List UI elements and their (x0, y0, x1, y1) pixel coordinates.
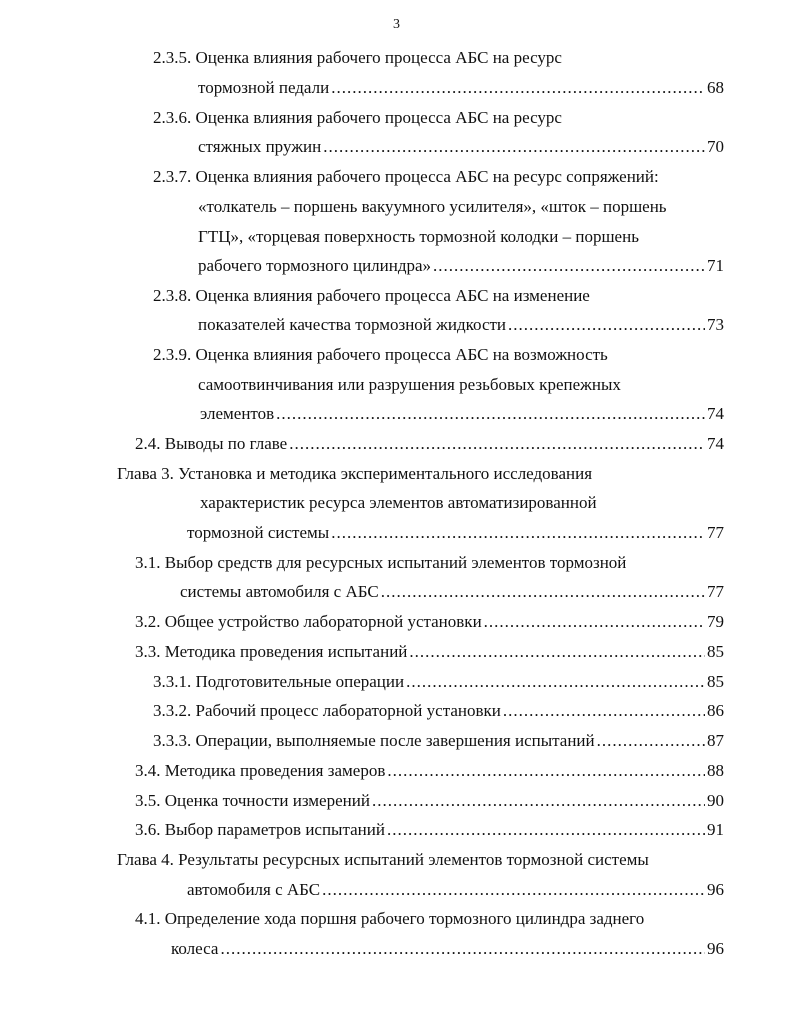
leader-dots (331, 521, 705, 545)
toc-entry-title (153, 284, 763, 308)
toc-chapter-title (117, 462, 763, 486)
toc-page-number: 91 (707, 820, 724, 839)
leader-dots (406, 670, 705, 694)
toc-entry-leader (135, 789, 724, 813)
leader-dots (220, 937, 705, 961)
toc-entry-text: тормозной системы (187, 523, 330, 542)
leader-dots (372, 789, 705, 813)
toc-entry-leader (187, 878, 724, 902)
toc-entry-continuation (198, 225, 763, 249)
toc-entry-title (135, 907, 773, 931)
leader-dots (597, 729, 705, 753)
toc-page-number: 77 (707, 523, 724, 542)
toc-entry-leader (135, 640, 724, 664)
toc-page-number: 70 (707, 137, 724, 156)
toc-page-number: 74 (707, 434, 724, 453)
leader-dots (508, 313, 705, 337)
toc-page-number: 96 (707, 880, 724, 899)
toc-entry-title (135, 551, 763, 575)
toc-entry-leader (180, 580, 724, 604)
toc-entry-text: 2.3.7. Оценка влияния рабочего процесса АБС на ресурс сопряжений: (153, 167, 659, 186)
toc-entry-text: 4.1. Определение хода поршня рабочего тормозного цилиндра заднего (135, 909, 645, 928)
toc-entry-leader (153, 699, 724, 723)
toc-page-number: 73 (707, 315, 724, 334)
toc-entry-text: 3.3.1. Подготовительные операции (153, 672, 405, 691)
toc-entry-text: 3.1. Выбор средств для ресурсных испытаний элементов тормозной (135, 553, 627, 572)
toc-entry-text: 2.3.9. Оценка влияния рабочего процесса АБС на возможность (153, 345, 608, 364)
toc-entry-text: показателей качества тормозной жидкости (198, 315, 507, 334)
leader-dots (484, 610, 705, 634)
toc-entry-text: характеристик ресурса элементов автоматизированной (200, 493, 597, 512)
toc-entry-leader (135, 432, 724, 456)
leader-dots (276, 402, 705, 426)
toc-entry-title (153, 106, 763, 130)
toc-entry-leader (198, 76, 724, 100)
toc-entry-text: 2.3.6. Оценка влияния рабочего процесса АБС на ресурс (153, 108, 562, 127)
leader-dots (387, 818, 705, 842)
toc-entry-title (153, 46, 763, 70)
leader-dots (322, 878, 705, 902)
toc-entry-text: колеса (171, 939, 219, 958)
toc-entry-text: 2.4. Выводы по главе (135, 434, 288, 453)
toc-entry-leader (135, 759, 724, 783)
toc-entry-text: «толкатель – поршень вакуумного усилителя», «шток – поршень (198, 197, 667, 216)
toc-entry-text: 2.3.5. Оценка влияния рабочего процесса АБС на ресурс (153, 48, 562, 67)
toc-entry-text: 3.3.3. Операции, выполняемые после завершения испытаний (153, 731, 595, 750)
toc-entry-text: самоотвинчивания или разрушения резьбовых крепежных (198, 375, 621, 394)
toc-entry-text: рабочего тормозного цилиндра» (198, 256, 432, 275)
leader-dots (289, 432, 705, 456)
toc-entry-leader (198, 135, 724, 159)
toc-entry-text: Глава 4. Результаты ресурсных испытаний элементов тормозной системы (117, 850, 649, 869)
toc-page-number: 88 (707, 761, 724, 780)
toc-page-number: 74 (707, 404, 724, 423)
toc-entry-leader (198, 313, 724, 337)
toc-entry-continuation (200, 491, 763, 515)
toc-entry-text: 2.3.8. Оценка влияния рабочего процесса АБС на изменение (153, 286, 590, 305)
toc-entry-leader (153, 670, 724, 694)
toc-entry-continuation (198, 373, 763, 397)
toc-chapter-title (117, 848, 773, 872)
page-number: 3 (393, 17, 400, 32)
toc-page-number: 85 (707, 672, 724, 691)
leader-dots (433, 254, 705, 278)
toc-entry-text: 3.5. Оценка точности измерений (135, 791, 370, 810)
toc-entry-leader (187, 521, 724, 545)
toc-page-number: 68 (707, 78, 724, 97)
toc-page-number: 79 (707, 612, 724, 631)
toc-page-number: 86 (707, 701, 724, 720)
toc-entry-text: элементов (200, 404, 275, 423)
toc-entry-leader (198, 254, 724, 278)
toc-entry-title (153, 165, 763, 189)
toc-entry-text: системы автомобиля с АБС (180, 582, 379, 601)
toc-page-number: 96 (707, 939, 724, 958)
leader-dots (331, 76, 705, 100)
leader-dots (381, 580, 705, 604)
toc-entry-leader (200, 402, 724, 426)
toc-entry-text: тормозной педали (198, 78, 330, 97)
toc-entry-title (153, 343, 763, 367)
leader-dots (409, 640, 705, 664)
toc-entry-text: 3.4. Методика проведения замеров (135, 761, 386, 780)
toc-page-number: 85 (707, 642, 724, 661)
leader-dots (323, 135, 705, 159)
toc-entry-leader (135, 818, 724, 842)
toc-entry-text: 3.3. Методика проведения испытаний (135, 642, 408, 661)
toc-entry-text: 3.6. Выбор параметров испытаний (135, 820, 385, 839)
toc-entry-leader (135, 610, 724, 634)
leader-dots (503, 699, 705, 723)
toc-entry-continuation (198, 195, 763, 219)
toc-page-number: 71 (707, 256, 724, 275)
toc-entry-text: ГТЦ», «торцевая поверхность тормозной колодки – поршень (198, 227, 639, 246)
toc-entry-leader (171, 937, 724, 961)
toc-entry-text: 3.2. Общее устройство лабораторной установки (135, 612, 482, 631)
toc-entry-leader (153, 729, 724, 753)
toc-entry-text: автомобиля с АБС (187, 880, 321, 899)
toc-entry-text: Глава 3. Установка и методика экспериментального исследования (117, 464, 593, 483)
toc-entry-text: стяжных пружин (198, 137, 322, 156)
toc-page-number: 87 (707, 731, 724, 750)
toc-page-number: 90 (707, 791, 724, 810)
toc-entry-text: 3.3.2. Рабочий процесс лабораторной установки (153, 701, 501, 720)
leader-dots (387, 759, 705, 783)
toc-page-number: 77 (707, 582, 724, 601)
